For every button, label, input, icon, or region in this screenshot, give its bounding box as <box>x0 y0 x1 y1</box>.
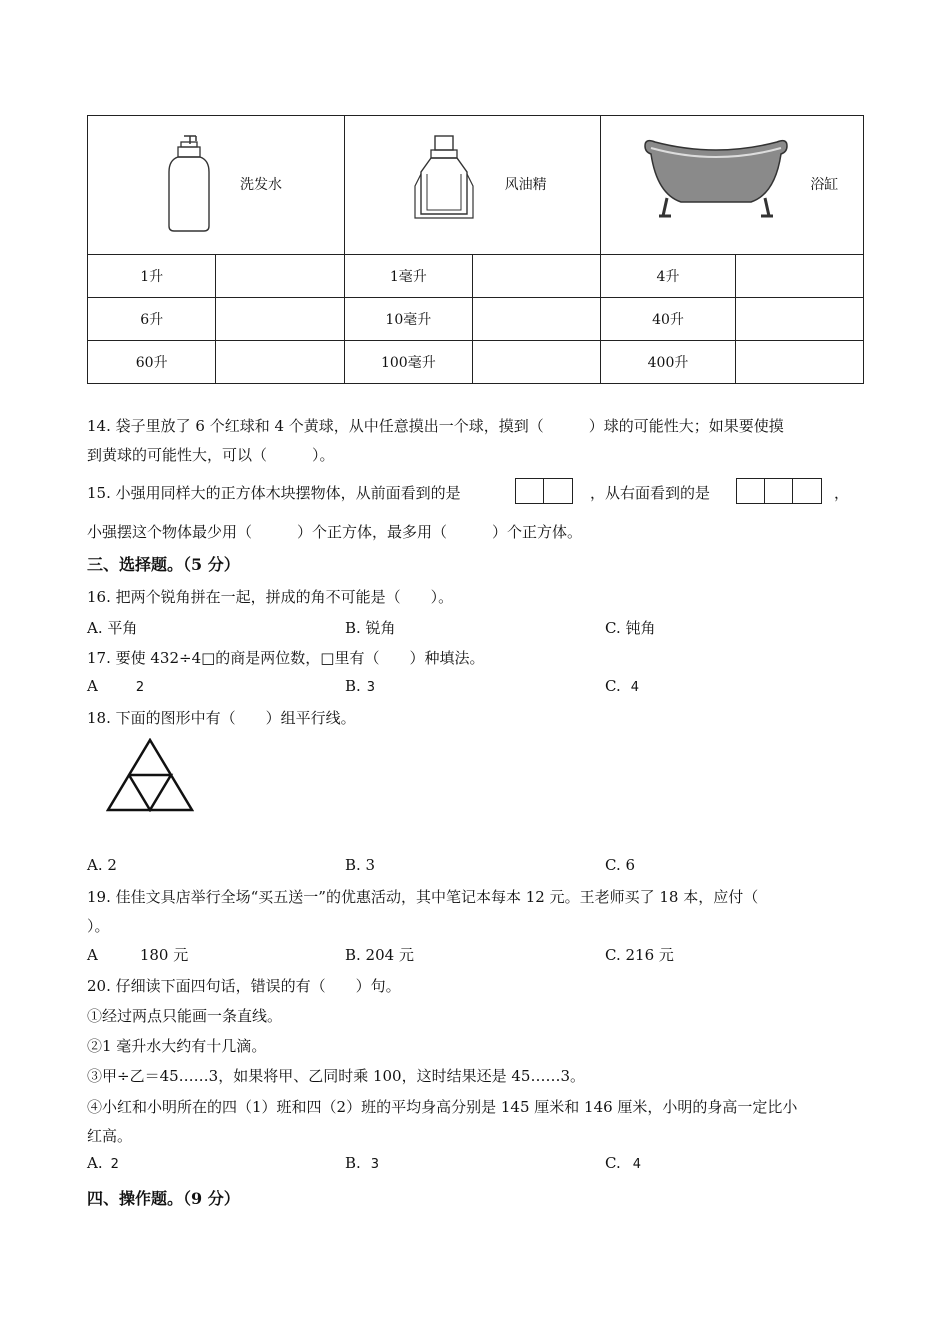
q16-option-c: C. 钝角 <box>605 619 656 637</box>
q18-option-b: B. 3 <box>345 856 376 874</box>
table-cell: 10毫升 <box>344 298 472 341</box>
q14-line1: 14. 袋子里放了 6 个红球和 4 个黄球，从中任意摸出一个球，摸到（ ）球的可能性大；如果要使摸 <box>87 417 784 435</box>
q20-statement-3: ③甲÷乙＝45……3，如果将甲、乙同时乘 100，这时结果还是 45……3。 <box>87 1067 585 1085</box>
front-view-squares <box>515 478 573 504</box>
table-cell: 100毫升 <box>344 341 472 384</box>
bathtub-icon <box>641 136 791 222</box>
bathtub-label: 浴缸 <box>810 177 839 193</box>
table-cell: 60升 <box>88 341 216 384</box>
table-cell <box>216 298 344 341</box>
q14-line2: 到黄球的可能性大，可以（ ）。 <box>87 446 335 464</box>
q20-statement-2: ②1 毫升水大约有十几滴。 <box>87 1037 267 1055</box>
q18-text: 18. 下面的图形中有（ ）组平行线。 <box>87 709 356 727</box>
table-cell <box>473 255 601 298</box>
q16-option-b: B. 锐角 <box>345 619 396 637</box>
q18-option-a: A. 2 <box>87 856 117 874</box>
q20-statement-4a: ④小红和小明所在的四（1）班和四（2）班的平均身高分别是 145 厘米和 146 厘米，小明的身高一定比小 <box>87 1098 798 1116</box>
q20-option-a: A. 2 <box>87 1154 119 1172</box>
table-cell: 1升 <box>88 255 216 298</box>
table-cell <box>735 298 863 341</box>
table-row <box>88 341 864 384</box>
table-cell <box>473 298 601 341</box>
q19-option-c: C. 216 元 <box>605 946 674 964</box>
table-cell <box>735 255 863 298</box>
capacity-table <box>87 115 864 384</box>
q17-option-c: C. 4 <box>605 677 639 695</box>
table-cell <box>216 255 344 298</box>
q15-part3: ， <box>834 484 850 502</box>
q19-line1: 19. 佳佳文具店举行全场“买五送一”的优惠活动，其中笔记本每本 12 元。王老师买了 18 本，应付（ <box>87 888 759 906</box>
table-cell: 400升 <box>601 341 735 384</box>
q15-part2: ，从右面看到的是 <box>590 484 711 502</box>
table-cell: 40升 <box>601 298 735 341</box>
q19-option-a: A 180 元 <box>87 946 189 964</box>
q19-option-b: B. 204 元 <box>345 946 414 964</box>
table-cell <box>216 341 344 384</box>
table-row <box>88 255 864 298</box>
q20-option-b: B. 3 <box>345 1154 380 1172</box>
section-three-heading: 三、选择题。（5 分） <box>87 555 240 574</box>
table-cell <box>473 341 601 384</box>
q19-line2: ）。 <box>87 917 110 935</box>
table-cell: 6升 <box>88 298 216 341</box>
table-row <box>88 298 864 341</box>
shampoo-cell <box>88 116 345 255</box>
q17-text: 17. 要使 432÷4□的商是两位数，□里有（ ）种填法。 <box>87 649 485 667</box>
bathtub-cell <box>601 116 864 255</box>
section-four-heading: 四、操作题。（9 分） <box>87 1189 240 1208</box>
oil-label: 风油精 <box>504 177 547 193</box>
oil-bottle-icon <box>413 134 475 220</box>
right-view-squares <box>736 478 822 504</box>
shampoo-bottle-icon <box>166 134 212 234</box>
oil-cell <box>344 116 601 255</box>
q20-statement-4b: 红高。 <box>87 1127 133 1145</box>
q16-option-a: A. 平角 <box>87 619 138 637</box>
q20-text: 20. 仔细读下面四句话，错误的有（ ）句。 <box>87 977 401 995</box>
shampoo-label: 洗发水 <box>240 177 282 193</box>
q16-text: 16. 把两个锐角拼在一起，拼成的角不可能是（ ）。 <box>87 588 454 606</box>
q20-option-c: C. 4 <box>605 1154 641 1172</box>
table-cell: 4升 <box>601 255 735 298</box>
table-cell: 1毫升 <box>344 255 472 298</box>
q17-option-a: A 2 <box>87 677 145 695</box>
q18-option-c: C. 6 <box>605 856 636 874</box>
q17-option-b: B. 3 <box>345 677 376 695</box>
q15-part1: 15. 小强用同样大的正方体木块摆物体，从前面看到的是 <box>87 484 461 502</box>
table-cell <box>735 341 863 384</box>
q15-line2: 小强摆这个物体最少用（ ）个正方体，最多用（ ）个正方体。 <box>87 523 583 541</box>
q20-statement-1: ①经过两点只能画一条直线。 <box>87 1007 283 1025</box>
triangle-figure <box>106 738 194 812</box>
